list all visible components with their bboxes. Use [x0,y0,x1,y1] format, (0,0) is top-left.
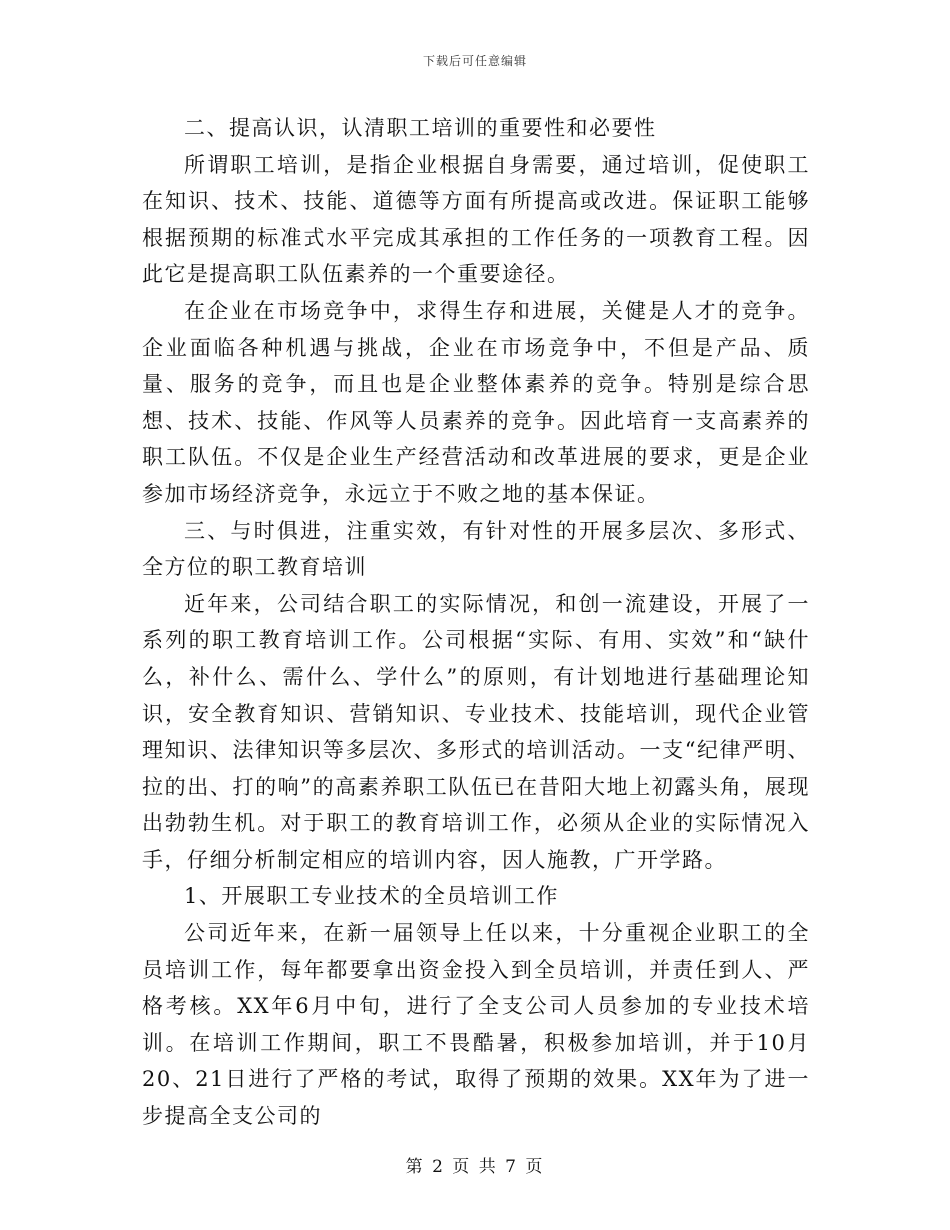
page-number-footer: 第 2 页 共 7 页 [405,1157,545,1177]
section-heading-2: 二、提高认识，认清职工培训的重要性和必要性 [184,116,657,140]
body-paragraph: 近年来，公司结合职工的实际情况，和创一流建设，开展了一系列的职工教育培训工作。公司根据“实际、有用、实效”和“缺什么，补什么、需什么、学什么”的原则，有计划地进行基础理论知识，安全教育知识、营销知识、专业技术、技能培训，现代企业管理知识、法律知识等多层次、多形式的培训活动。一支“纪律严明、拉的出、打的响”的高素养职工队伍已在昔阳大地上初露头角，展现出勃勃生机。对于职工的教育培训工作，必须从企业的实际情况入手，仔细分析制定相应的培训内容，因人施教，广开学路。 [142,591,810,872]
body-paragraph: 所谓职工培训，是指企业根据自身需要，通过培训，促使职工在知识、技术、技能、道德等方面有所提高或改进。保证职工能够根据预期的标准式水平完成其承担的工作任务的一项教育工程。因此它是提高职工队伍素养的一个重要途径。 [142,152,810,287]
body-paragraph: 在企业在市场竞争中，求得生存和进展，关健是人才的竞争。企业面临各种机遇与挑战，企业在市场竞争中，不但是产品、质量、服务的竞争，而且也是企业整体素养的竞争。特别是综合思想、技术、技能、作风等人员素养的竞争。因此培育一支高素养的职工队伍。不仅是企业生产经营活动和改革进展的要求，更是企业参加市场经济竞争，永远立于不败之地的基本保证。 [142,298,810,506]
body-paragraph: 公司近年来，在新一届领导上任以来，十分重视企业职工的全员培训工作，每年都要拿出资金投入到全员培训，并责任到人、严格考核。XX年6月中旬，进行了全支公司人员参加的专业技术培训。在培训工作期间，职工不畏酷暑，积极参加培训，并于10月20、21日进行了严格的考试，取得了预期的效果。XX年为了进一步提高全支公司的 [142,921,810,1129]
section-heading-3: 三、与时俱进，注重实效，有针对性的开展多层次、多形式、全方位的职工教育培训 [142,518,810,580]
subsection-heading-1: 1、开展职工专业技术的全员培训工作 [184,884,559,909]
page-header: 下载后可任意编辑 [422,54,527,68]
document-body [142,110,810,1135]
